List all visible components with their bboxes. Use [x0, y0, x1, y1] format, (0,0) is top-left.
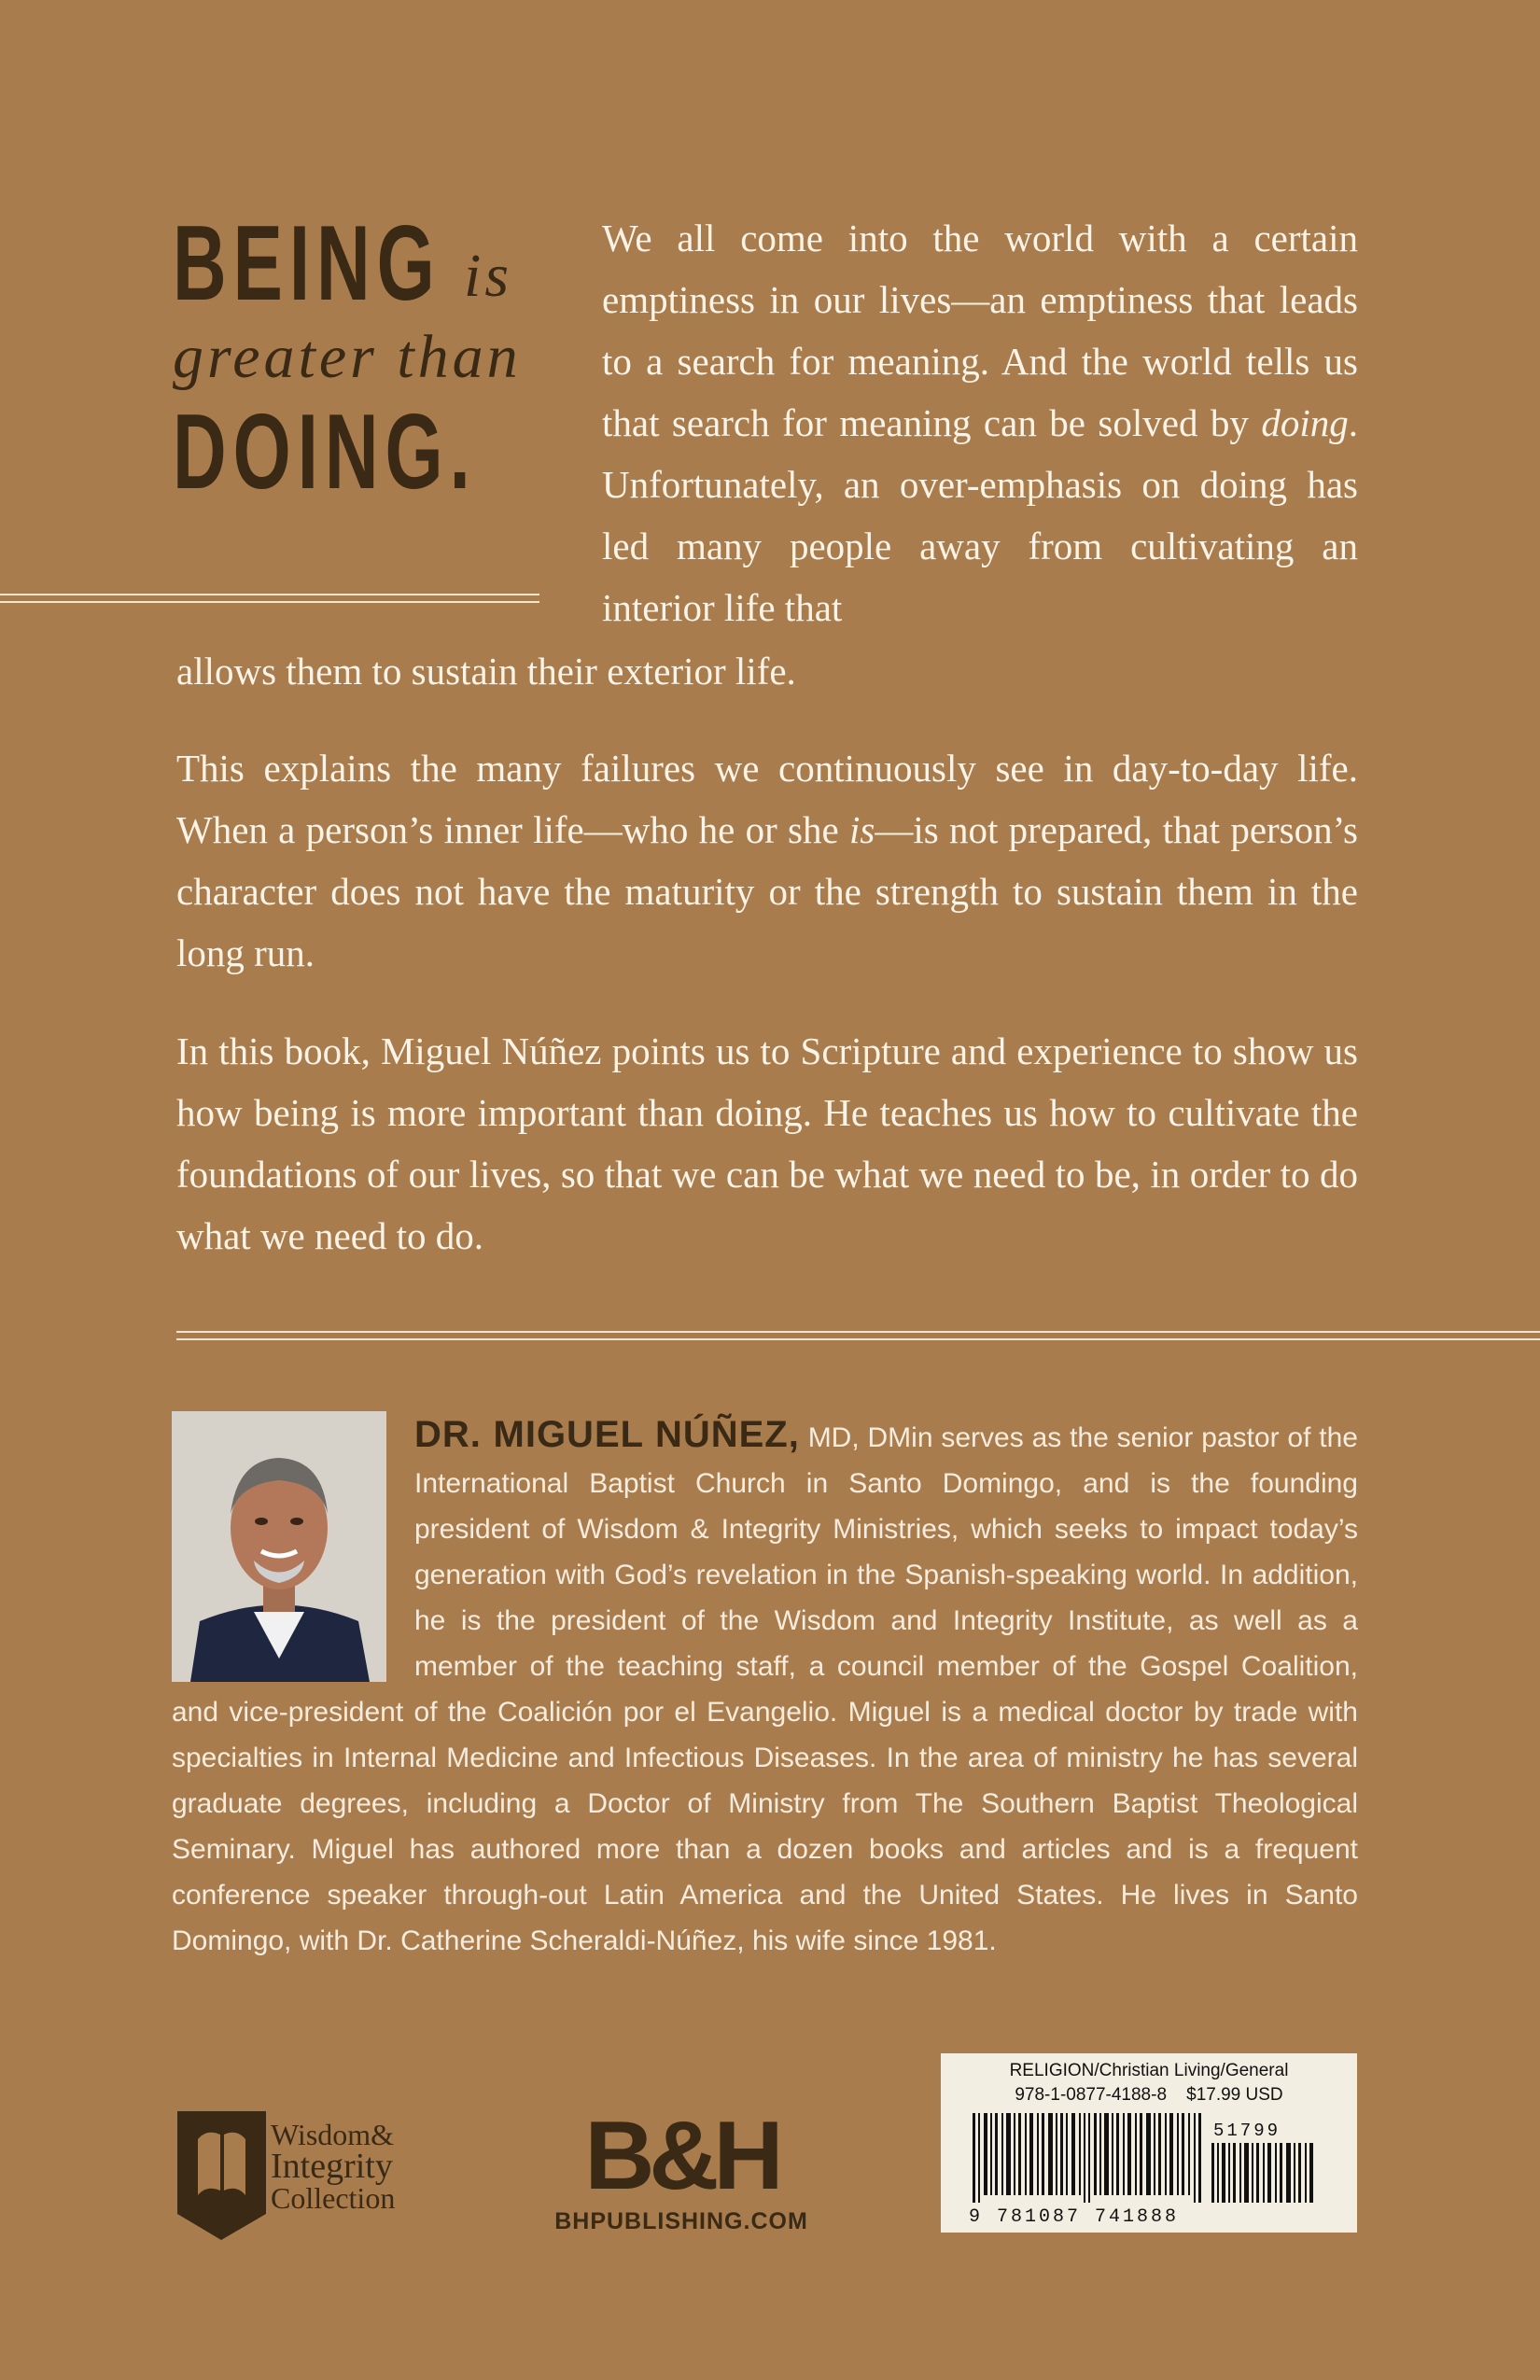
barcode-addon: 51799 [1213, 2121, 1281, 2141]
author-rule [176, 1331, 1540, 1340]
barcode-digits: 9 781087 741888 [969, 2206, 1180, 2228]
headline-is: is [464, 242, 513, 310]
wi-line-1: Wisdom& [271, 2118, 395, 2151]
blurb-p2-text-a: This explains the many failures we continuously see in day-to-day life. When a person’s inner life—who he or she [176, 747, 1358, 851]
barcode-box [941, 2053, 1357, 2233]
blurb-p1-text-a: We all come into the world with a certain emptiness in our lives—an emptiness that leads to a search for meaning. And the world tells us that search for meaning can be solved by [602, 217, 1358, 444]
headline-being: BEING [173, 204, 441, 323]
wisdom-integrity-emblem-icon [177, 2111, 266, 2240]
blurb-paragraph-1 [602, 207, 1358, 638]
isbn-barcode [973, 2113, 1202, 2203]
headline-greater-than: greater than [173, 323, 522, 391]
bh-publishing-logo [546, 2102, 817, 2240]
blurb-p1-emphasis: doing [1261, 401, 1349, 444]
headline [173, 203, 565, 511]
addon-barcode [1211, 2143, 1314, 2203]
headline-doing: DOING. [173, 393, 477, 511]
blurb-p1-text-b: . Unfortunately, an over-emphasis on doing has led many people away from cultivating an interior life that [602, 401, 1358, 629]
wisdom-integrity-logo [177, 2111, 429, 2240]
blurb-p1-text-c: allows them to sustain their exterior life. [176, 650, 796, 693]
blurb-p2-emphasis: is [848, 808, 875, 851]
wi-line-3: Collection [271, 2181, 396, 2215]
author-name: DR. MIGUEL NÚÑEZ, [414, 1414, 800, 1455]
photo-float-spacer [172, 1412, 414, 1683]
blurb-paragraph-3 [176, 1020, 1358, 1267]
blurb-p3-text: In this book, Miguel Núñez points us to Scripture and experience to show us how being is more important than doing. He teaches us how to cultivate the foundations of our lives, so that we can be what we need to be, in order to do what we need to do. [176, 1029, 1358, 1257]
barcode-isbn-price: 978-1-0877-4188-8 $17.99 USD [1015, 2085, 1283, 2105]
blurb-paragraph-2 [176, 737, 1358, 984]
barcode-category: RELIGION/Christian Living/General [1009, 2061, 1289, 2080]
author-bio [172, 1412, 1358, 1964]
headline-rule [0, 594, 539, 603]
bh-url: BHPUBLISHING.COM [554, 2208, 808, 2234]
wi-line-2: Integrity [271, 2147, 393, 2186]
blurb-paragraph-1-tail [176, 640, 1362, 702]
bh-mark: B&H [584, 2102, 778, 2210]
blurb-p2-text-b: —is not prepared, that person’s character does not have the maturity or the strength to sustain them in the long run. [176, 808, 1358, 974]
author-bio-text: MD, DMin serves as the senior pastor of the International Baptist Church in Santo Domingo, and is the founding president of Wisdom & Integrity Ministries, which seeks to impact today’s generation with God’s revelation in the Spanish-speaking world. In addition, he is the president of the Wisdom and Integrity Institute, as well as a member of the teaching staff, a council member of the Gospel Coalition, and vice-president of the Coalición por el Evangelio. Miguel is a medical doctor by trade with specialties in Internal Medicine and Infectious Diseases. In the area of ministry he has several graduate degrees, including a Doctor of Ministry from The Southern Baptist Theological Seminary. Miguel has authored more than a dozen books and articles and is a frequent conference speaker through-out Latin America and the United States. He lives in Santo Domingo, with Dr. Catherine Scheraldi-Núñez, his wife since 1981. [172, 1422, 1358, 1956]
